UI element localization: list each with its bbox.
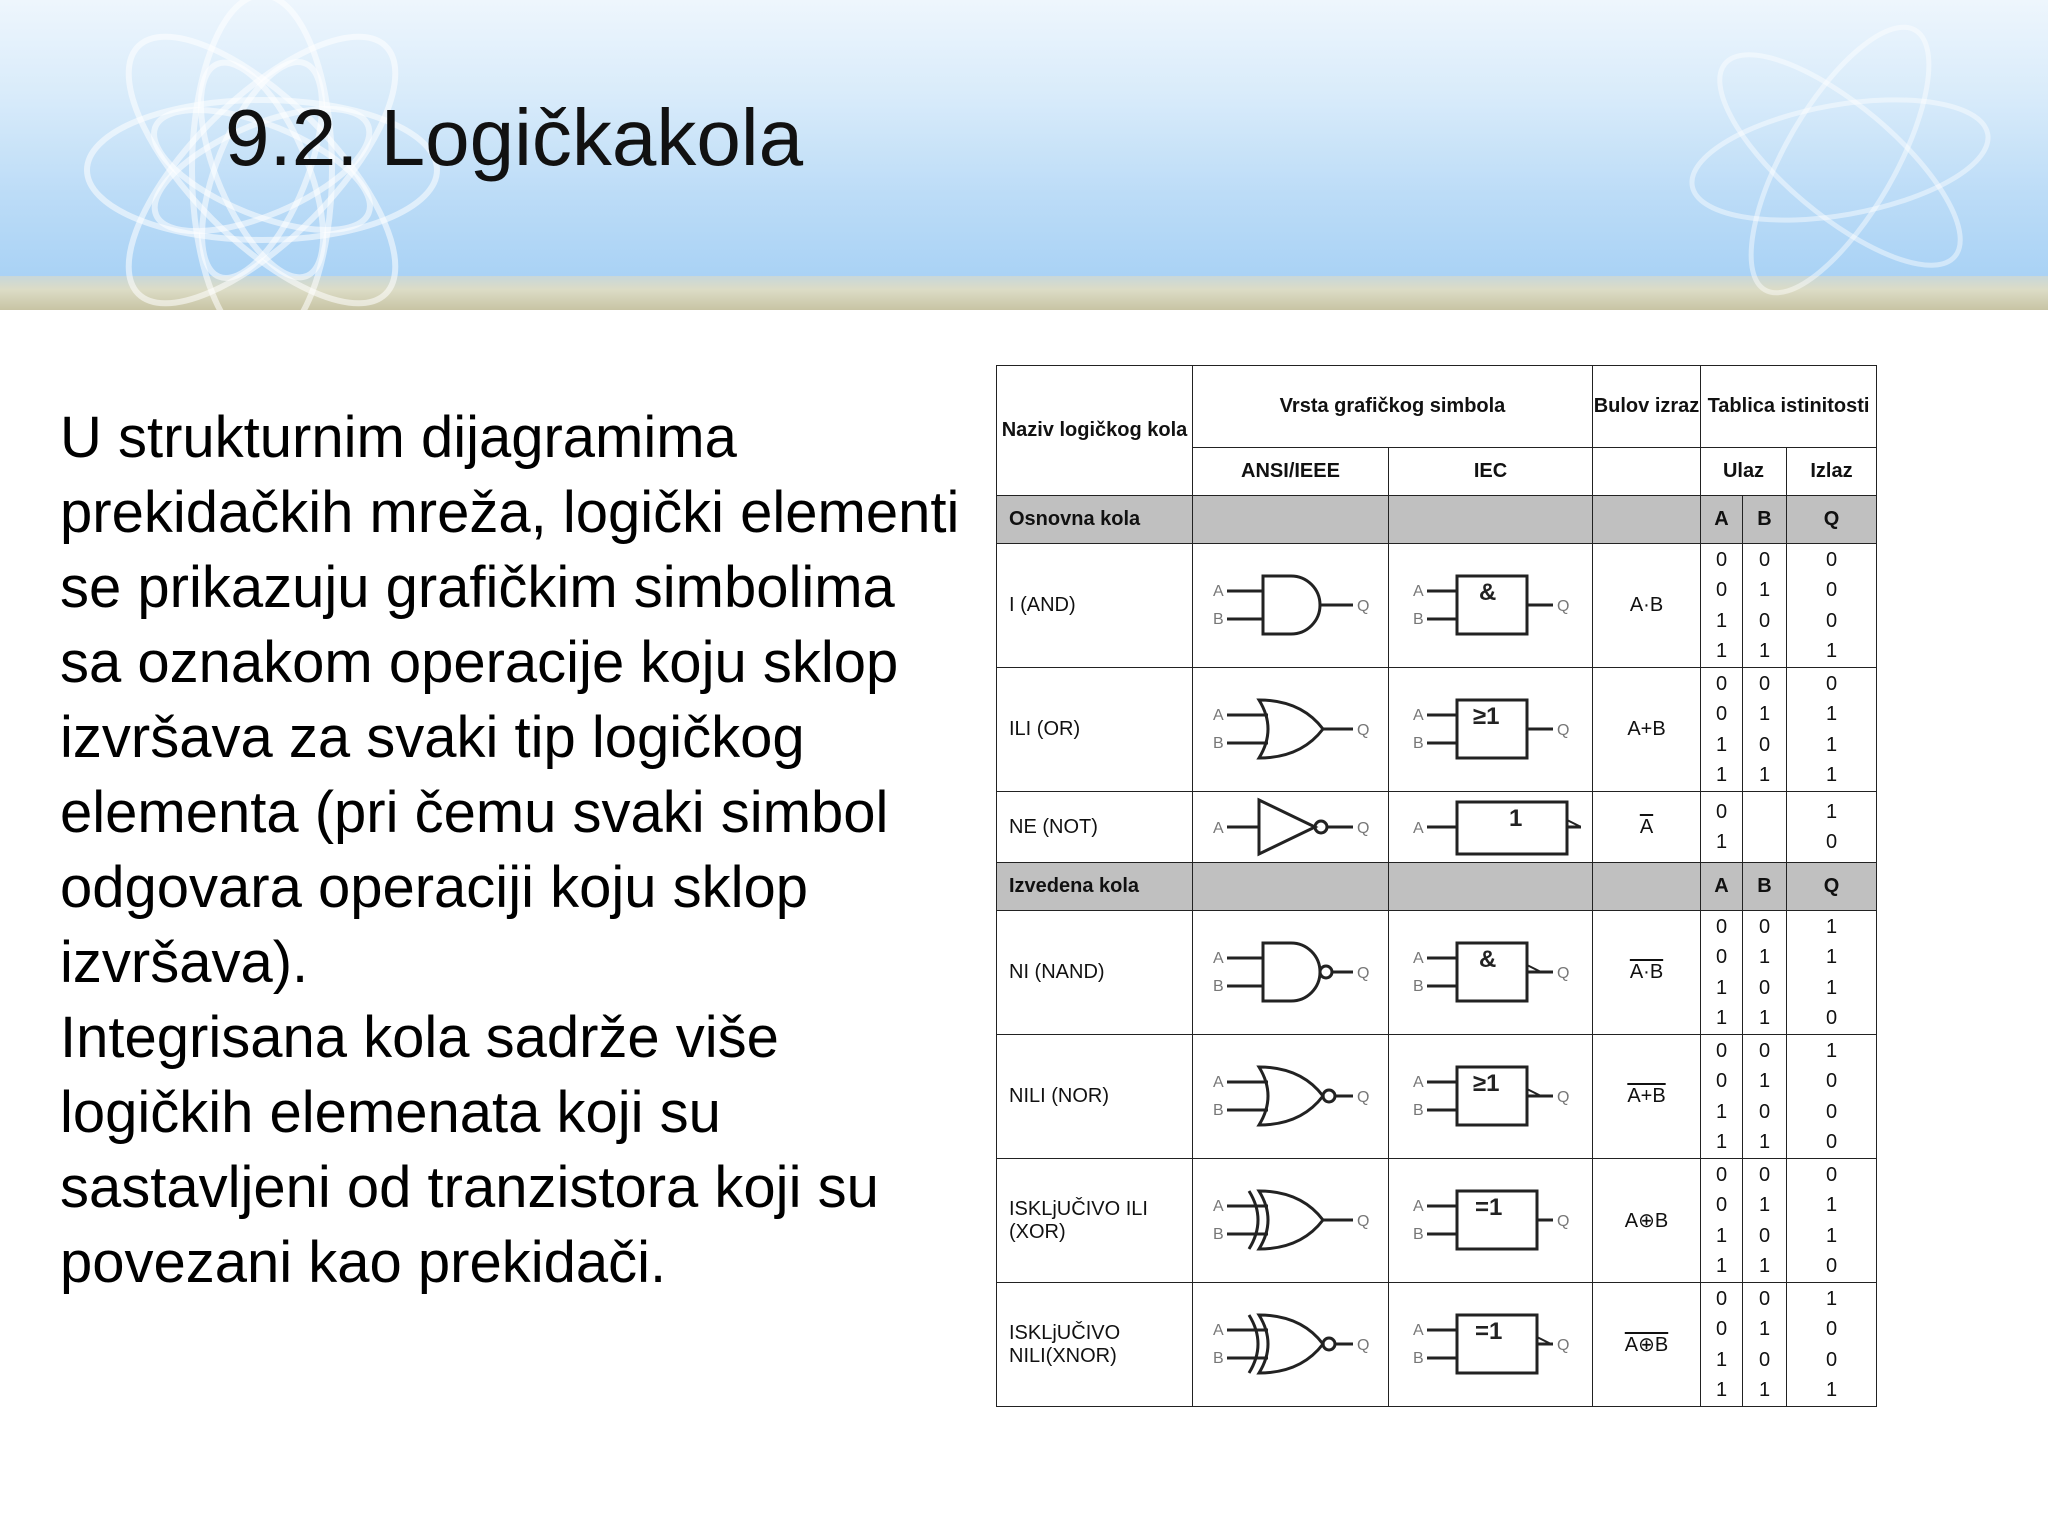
truth-q: 1 bbox=[1825, 1379, 1838, 1401]
truth-a: 0 bbox=[1715, 579, 1728, 601]
truth-a: 0 bbox=[1715, 1070, 1728, 1092]
truth-a: 1 bbox=[1715, 831, 1728, 853]
or-gate-iec-symbol bbox=[1401, 690, 1581, 770]
iec-label: 1 bbox=[1508, 805, 1522, 832]
col-a: A bbox=[1701, 863, 1743, 911]
header-symbol-type: Vrsta grafičkog simbola bbox=[1193, 366, 1593, 448]
truth-q: 1 bbox=[1825, 1194, 1838, 1216]
pin-b: B bbox=[1412, 610, 1424, 628]
truth-b: 0 bbox=[1758, 1348, 1771, 1371]
pin-q: Q bbox=[1556, 964, 1569, 982]
boolean-expr: $\overline{A}$ bbox=[1639, 815, 1654, 838]
boolean-expr: A+B bbox=[1593, 668, 1701, 792]
truth-q: 1 bbox=[1825, 1287, 1838, 1310]
truth-b: 1 bbox=[1758, 1007, 1771, 1029]
pin-q: Q bbox=[1356, 964, 1369, 982]
truth-b: 1 bbox=[1758, 1070, 1771, 1092]
boolean-expr: A·B bbox=[1593, 544, 1701, 668]
truth-b: 1 bbox=[1758, 1255, 1771, 1277]
xor-gate-iec-symbol bbox=[1401, 1181, 1581, 1261]
gate-row-nor bbox=[997, 1035, 1877, 1159]
pin-a: A bbox=[1412, 820, 1424, 837]
truth-a: 0 bbox=[1715, 1318, 1728, 1340]
section-row-derived bbox=[997, 863, 1877, 911]
or-gate-ansi-symbol bbox=[1201, 690, 1381, 770]
truth-q: 0 bbox=[1825, 1070, 1838, 1092]
truth-q: 0 bbox=[1825, 1100, 1838, 1123]
gate-row-and bbox=[997, 544, 1877, 668]
header-input: Ulaz bbox=[1701, 448, 1787, 496]
truth-a: 1 bbox=[1715, 1224, 1728, 1247]
truth-q: 0 bbox=[1825, 831, 1838, 853]
gate-name: ISKLjUČIVO NILI(XNOR) bbox=[997, 1283, 1193, 1407]
truth-q: 0 bbox=[1825, 579, 1838, 601]
truth-b: 0 bbox=[1758, 1287, 1771, 1310]
truth-b: 0 bbox=[1758, 1224, 1771, 1247]
truth-b: 1 bbox=[1758, 1379, 1771, 1401]
pin-q: Q bbox=[1556, 721, 1569, 739]
body-paragraph-2: Integrisana kola sadrže više logičkih elemenata koji su sastavljeni od tranzistora koji su povezani kao prekidači. bbox=[60, 1005, 879, 1295]
gate-name: I (AND) bbox=[997, 544, 1193, 668]
section-label: Izvedena kola bbox=[997, 863, 1193, 911]
truth-b: 1 bbox=[1758, 579, 1771, 601]
truth-a: 1 bbox=[1715, 1100, 1728, 1123]
truth-q: 0 bbox=[1825, 1131, 1838, 1153]
gate-row-xor bbox=[997, 1159, 1877, 1283]
and-gate-iec-symbol bbox=[1401, 566, 1581, 646]
boolean-expr: A⊕B bbox=[1624, 1334, 1669, 1356]
truth-q: 0 bbox=[1825, 1318, 1838, 1340]
truth-a: 0 bbox=[1715, 548, 1728, 571]
pin-b: B bbox=[1212, 977, 1224, 995]
truth-q: 1 bbox=[1825, 703, 1838, 725]
truth-a: 1 bbox=[1715, 976, 1728, 999]
xnor-gate-ansi-symbol bbox=[1201, 1305, 1381, 1385]
nor-gate-iec-symbol bbox=[1401, 1057, 1581, 1137]
truth-q: 1 bbox=[1825, 640, 1838, 662]
col-q: Q bbox=[1787, 863, 1877, 911]
truth-a: 0 bbox=[1715, 946, 1728, 968]
pin-a: A bbox=[1412, 1197, 1424, 1215]
slide-body-text bbox=[60, 400, 960, 1300]
gate-name: NE (NOT) bbox=[997, 792, 1193, 863]
pin-a: A bbox=[1412, 1321, 1424, 1339]
truth-b: 0 bbox=[1758, 1039, 1771, 1062]
pin-a: A bbox=[1212, 1197, 1224, 1215]
pin-a: A bbox=[1412, 1073, 1424, 1091]
truth-q: 0 bbox=[1825, 1163, 1838, 1186]
pin-q: Q bbox=[1356, 1088, 1369, 1106]
truth-b: 1 bbox=[1758, 946, 1771, 968]
pin-q: Q bbox=[1356, 597, 1369, 615]
logic-gates-table bbox=[996, 365, 1877, 1407]
truth-a: 0 bbox=[1715, 1194, 1728, 1216]
pin-q: Q bbox=[1556, 1212, 1569, 1230]
pin-a: A bbox=[1412, 706, 1424, 724]
pin-a: A bbox=[1212, 706, 1224, 724]
truth-a: 1 bbox=[1715, 1348, 1728, 1371]
truth-q: 1 bbox=[1825, 764, 1838, 786]
truth-b: 0 bbox=[1758, 609, 1771, 632]
truth-q: 0 bbox=[1825, 1007, 1838, 1029]
gate-row-not bbox=[997, 792, 1877, 863]
truth-b: 0 bbox=[1758, 915, 1771, 938]
truth-b: 0 bbox=[1758, 672, 1771, 695]
boolean-expr: A⊕B bbox=[1593, 1159, 1701, 1283]
pin-q: Q bbox=[1556, 597, 1569, 615]
body-paragraph-1: U strukturnim dijagramima prekidačkih mreža, logički elementi se prikazuju grafičkim simbolima sa oznakom operacije koju sklop izvršava za svaki tip logičkog elementa (pri čemu svaki simbol odgovara operaciji koju sklop izvršava). bbox=[60, 405, 960, 995]
truth-a: 1 bbox=[1715, 609, 1728, 632]
truth-b: 1 bbox=[1758, 703, 1771, 725]
truth-q: 1 bbox=[1825, 946, 1838, 968]
truth-b: 0 bbox=[1758, 1163, 1771, 1186]
truth-b: 0 bbox=[1758, 733, 1771, 756]
header-output: Izlaz bbox=[1787, 448, 1877, 496]
not-gate-iec-symbol bbox=[1401, 794, 1581, 860]
iec-label: & bbox=[1478, 945, 1496, 973]
header-truth-table: Tablica istinitosti bbox=[1701, 366, 1877, 448]
header-boolean: Bulov izraz bbox=[1593, 366, 1701, 448]
truth-q: 1 bbox=[1825, 733, 1838, 756]
pin-b: B bbox=[1212, 734, 1224, 752]
boolean-expr: A+B bbox=[1627, 1085, 1666, 1107]
truth-a: 0 bbox=[1715, 672, 1728, 695]
truth-q: 1 bbox=[1825, 1224, 1838, 1247]
truth-a: 0 bbox=[1715, 1163, 1728, 1186]
not-gate-ansi-symbol bbox=[1201, 794, 1381, 860]
and-gate-ansi-symbol bbox=[1201, 566, 1381, 646]
gate-row-xnor bbox=[997, 1283, 1877, 1407]
pin-q: Q bbox=[1556, 1088, 1569, 1106]
boolean-expr: A·B bbox=[1629, 961, 1664, 983]
truth-a: 0 bbox=[1715, 703, 1728, 725]
gate-name: ILI (OR) bbox=[997, 668, 1193, 792]
truth-b: 0 bbox=[1758, 548, 1771, 571]
col-b: B bbox=[1743, 496, 1787, 544]
xnor-gate-iec-symbol bbox=[1401, 1305, 1581, 1385]
truth-q: 1 bbox=[1825, 1039, 1838, 1062]
section-row-basic bbox=[997, 496, 1877, 544]
nand-gate-iec-symbol bbox=[1401, 933, 1581, 1013]
pin-b: B bbox=[1212, 1101, 1224, 1119]
pin-b: B bbox=[1212, 1349, 1224, 1367]
iec-label: =1 bbox=[1474, 1317, 1502, 1345]
gate-name: NI (NAND) bbox=[997, 911, 1193, 1035]
truth-q: 0 bbox=[1825, 672, 1838, 695]
truth-q: 0 bbox=[1825, 1255, 1838, 1277]
truth-a: 0 bbox=[1715, 1287, 1728, 1310]
pin-q: Q bbox=[1356, 820, 1369, 837]
pin-b: B bbox=[1412, 1101, 1424, 1119]
pin-q: Q bbox=[1356, 721, 1369, 739]
pin-a: A bbox=[1412, 949, 1424, 967]
pin-b: B bbox=[1412, 1349, 1424, 1367]
truth-q: 1 bbox=[1825, 800, 1838, 823]
gate-row-nand bbox=[997, 911, 1877, 1035]
truth-q: 0 bbox=[1825, 1348, 1838, 1371]
pin-a: A bbox=[1212, 949, 1224, 967]
truth-b: 0 bbox=[1758, 1100, 1771, 1123]
xor-gate-ansi-symbol bbox=[1201, 1181, 1381, 1261]
truth-b: 1 bbox=[1758, 1131, 1771, 1153]
col-b: B bbox=[1743, 863, 1787, 911]
iec-label: & bbox=[1478, 578, 1496, 606]
truth-a: 0 bbox=[1715, 800, 1728, 823]
header-gate-name: Naziv logičkog kola bbox=[997, 366, 1193, 496]
truth-q: 1 bbox=[1825, 915, 1838, 938]
truth-q: 0 bbox=[1825, 548, 1838, 571]
pin-q: Q bbox=[1556, 1336, 1569, 1354]
gate-row-or bbox=[997, 668, 1877, 792]
truth-a: 1 bbox=[1715, 640, 1728, 662]
pin-a: A bbox=[1212, 820, 1224, 837]
nand-gate-ansi-symbol bbox=[1201, 933, 1381, 1013]
truth-a: 0 bbox=[1715, 915, 1728, 938]
nor-gate-ansi-symbol bbox=[1201, 1057, 1381, 1137]
iec-label: =1 bbox=[1474, 1193, 1502, 1221]
pin-b: B bbox=[1412, 734, 1424, 752]
iec-label: ≥1 bbox=[1472, 702, 1500, 730]
pin-a: A bbox=[1212, 1073, 1224, 1091]
pin-b: B bbox=[1412, 1225, 1424, 1243]
truth-b: 1 bbox=[1758, 1318, 1771, 1340]
col-q: Q bbox=[1787, 496, 1877, 544]
header-iec: IEC bbox=[1389, 448, 1593, 496]
gate-name: ISKLjUČIVO ILI (XOR) bbox=[997, 1159, 1193, 1283]
truth-b: 1 bbox=[1758, 764, 1771, 786]
truth-a: 1 bbox=[1715, 1131, 1728, 1153]
pin-a: A bbox=[1212, 582, 1224, 600]
gate-name: NILI (NOR) bbox=[997, 1035, 1193, 1159]
truth-b: 1 bbox=[1758, 640, 1771, 662]
iec-label: ≥1 bbox=[1472, 1069, 1500, 1097]
truth-a: 1 bbox=[1715, 1007, 1728, 1029]
truth-a: 1 bbox=[1715, 1255, 1728, 1277]
header-ansi: ANSI/IEEE bbox=[1193, 448, 1389, 496]
truth-a: 0 bbox=[1715, 1039, 1728, 1062]
pin-a: A bbox=[1212, 1321, 1224, 1339]
pin-b: B bbox=[1212, 1225, 1224, 1243]
pin-q: Q bbox=[1356, 1336, 1369, 1354]
col-a: A bbox=[1701, 496, 1743, 544]
header-boolean-empty bbox=[1593, 448, 1701, 496]
pin-b: B bbox=[1212, 610, 1224, 628]
truth-a: 1 bbox=[1715, 1379, 1728, 1401]
truth-b: 1 bbox=[1758, 1194, 1771, 1216]
slide-title: 9.2. Logičkakola bbox=[225, 93, 804, 182]
truth-q: 0 bbox=[1825, 609, 1838, 632]
truth-a: 1 bbox=[1715, 733, 1728, 756]
pin-b: B bbox=[1412, 977, 1424, 995]
truth-b: 0 bbox=[1758, 976, 1771, 999]
pin-q: Q bbox=[1356, 1212, 1369, 1230]
truth-q: 1 bbox=[1825, 976, 1838, 999]
pin-a: A bbox=[1412, 582, 1424, 600]
section-label: Osnovna kola bbox=[997, 496, 1193, 544]
truth-a: 1 bbox=[1715, 764, 1728, 786]
